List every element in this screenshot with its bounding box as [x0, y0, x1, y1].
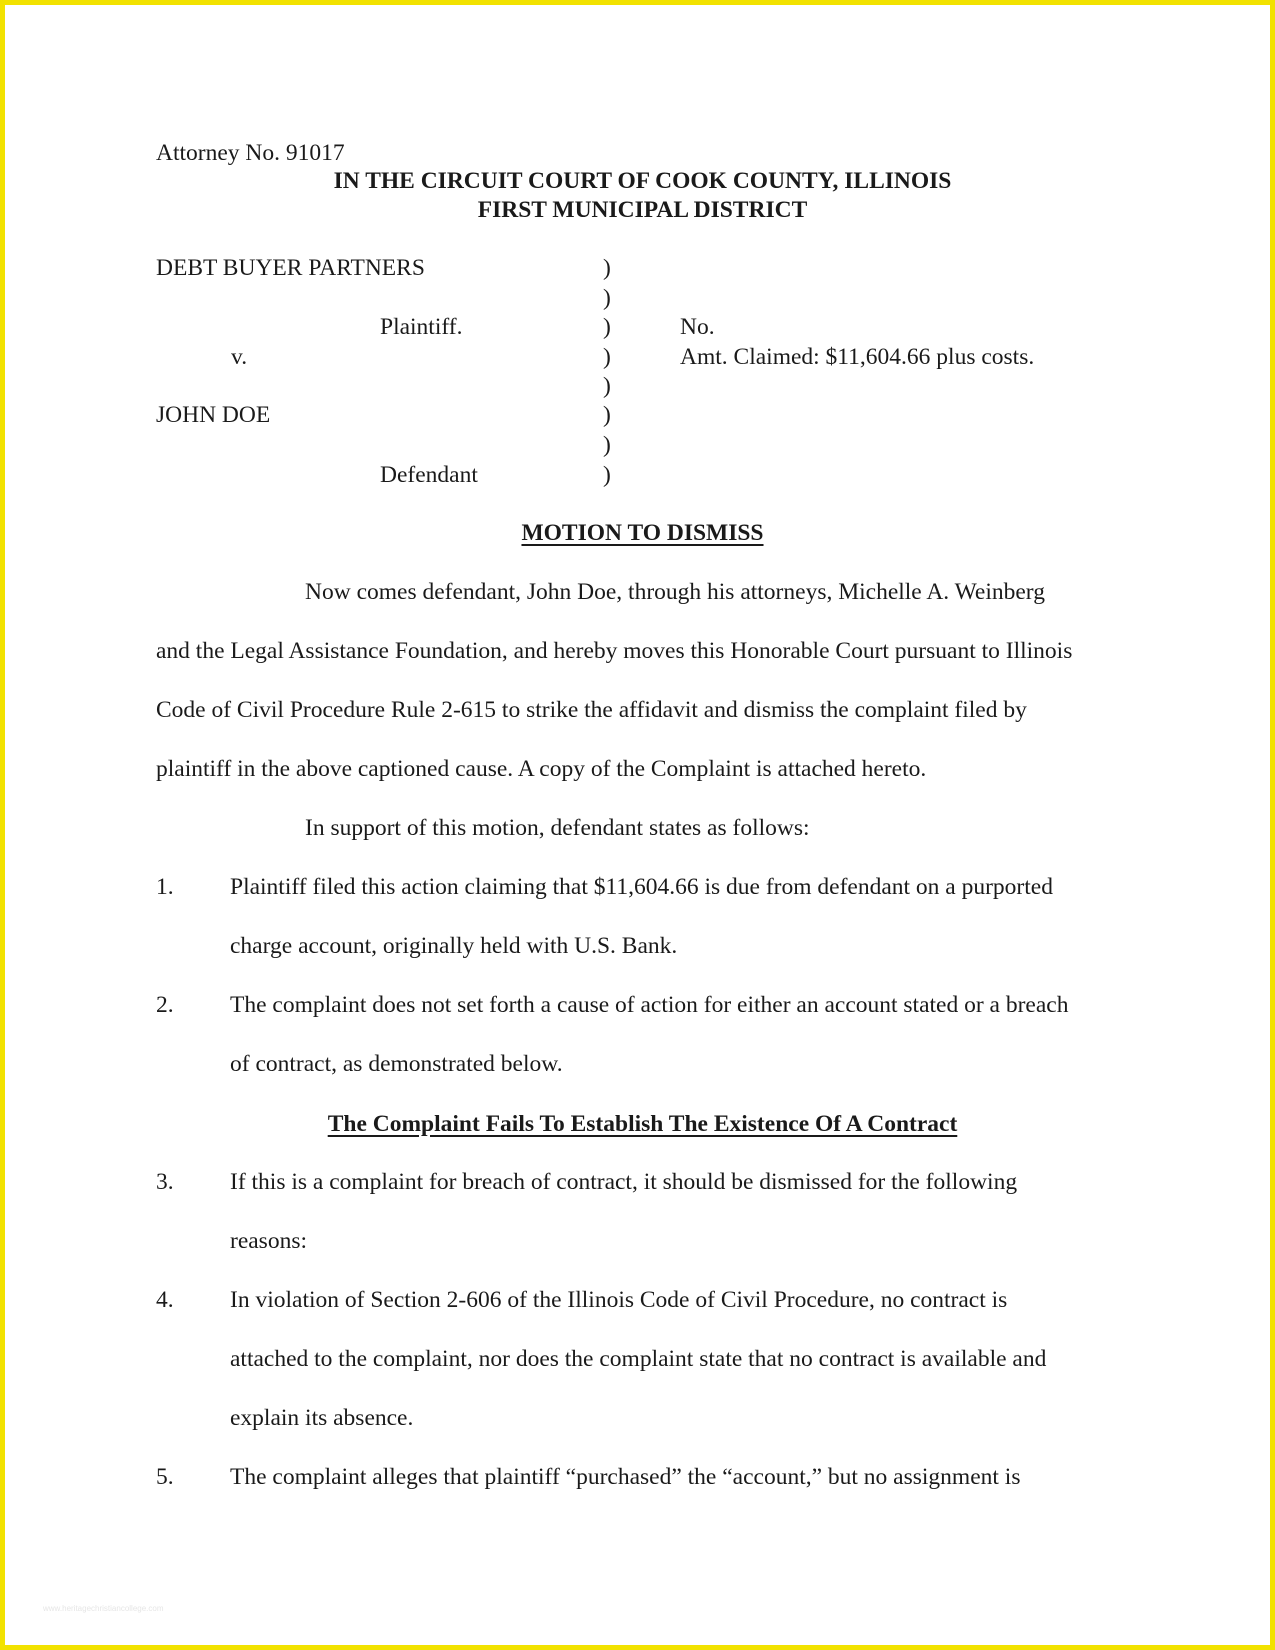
caption-paren: )	[603, 432, 611, 458]
caption-paren: )	[603, 373, 611, 399]
support-line: In support of this motion, defendant states as follows:	[305, 815, 810, 841]
intro-line: plaintiff in the above captioned cause. A copy of the Complaint is attached hereto.	[156, 756, 927, 782]
paragraph-line: explain its absence.	[230, 1405, 414, 1431]
paragraph-line: The complaint alleges that plaintiff “purchased” the “account,” but no assignment is	[230, 1464, 1021, 1490]
paragraph-number: 3.	[156, 1169, 174, 1195]
section-heading: The Complaint Fails To Establish The Existence Of A Contract	[327, 1111, 958, 1137]
plaintiff-label: Plaintiff.	[380, 314, 463, 340]
caption-paren: )	[603, 255, 611, 281]
defendant-name: JOHN DOE	[156, 402, 271, 428]
court-district: FIRST MUNICIPAL DISTRICT	[477, 197, 808, 223]
caption-paren: )	[603, 314, 611, 340]
paragraph-line: charge account, originally held with U.S. Bank.	[230, 933, 678, 959]
court-name: IN THE CIRCUIT COURT OF COOK COUNTY, ILLINOIS	[333, 168, 952, 194]
caption-paren: )	[603, 285, 611, 311]
paragraph-number: 5.	[156, 1464, 174, 1490]
intro-line: Code of Civil Procedure Rule 2-615 to strike the affidavit and dismiss the complaint filed by	[156, 697, 1027, 723]
versus: v.	[231, 344, 248, 370]
watermark-text: www.heritagechristiancollege.com	[43, 1604, 164, 1613]
amount-claimed: Amt. Claimed: $11,604.66 plus costs.	[680, 344, 1035, 370]
paragraph-line: of contract, as demonstrated below.	[230, 1051, 563, 1077]
defendant-label: Defendant	[380, 462, 478, 488]
intro-line: Now comes defendant, John Doe, through his attorneys, Michelle A. Weinberg	[305, 579, 1045, 605]
attorney-number: Attorney No. 91017	[156, 140, 345, 166]
paragraph-line: Plaintiff filed this action claiming that $11,604.66 is due from defendant on a purported	[230, 874, 1053, 900]
paragraph-line: If this is a complaint for breach of contract, it should be dismissed for the following	[230, 1169, 1018, 1195]
caption-paren: )	[603, 402, 611, 428]
paragraph-number: 1.	[156, 874, 174, 900]
intro-line: and the Legal Assistance Foundation, and hereby moves this Honorable Court pursuant to Illinois	[156, 638, 1073, 664]
plaintiff-name: DEBT BUYER PARTNERS	[156, 255, 425, 281]
motion-title: MOTION TO DISMISS	[521, 520, 764, 546]
paragraph-line: The complaint does not set forth a cause of action for either an account stated or a breach	[230, 992, 1069, 1018]
paragraph-line: In violation of Section 2-606 of the Illinois Code of Civil Procedure, no contract is	[230, 1287, 1008, 1313]
case-number: No.	[680, 314, 715, 340]
caption-paren: )	[603, 344, 611, 370]
paragraph-line: attached to the complaint, nor does the complaint state that no contract is available and	[230, 1346, 1047, 1372]
caption-paren: )	[603, 462, 611, 488]
paragraph-number: 4.	[156, 1287, 174, 1313]
paragraph-number: 2.	[156, 992, 174, 1018]
paragraph-line: reasons:	[230, 1228, 308, 1254]
